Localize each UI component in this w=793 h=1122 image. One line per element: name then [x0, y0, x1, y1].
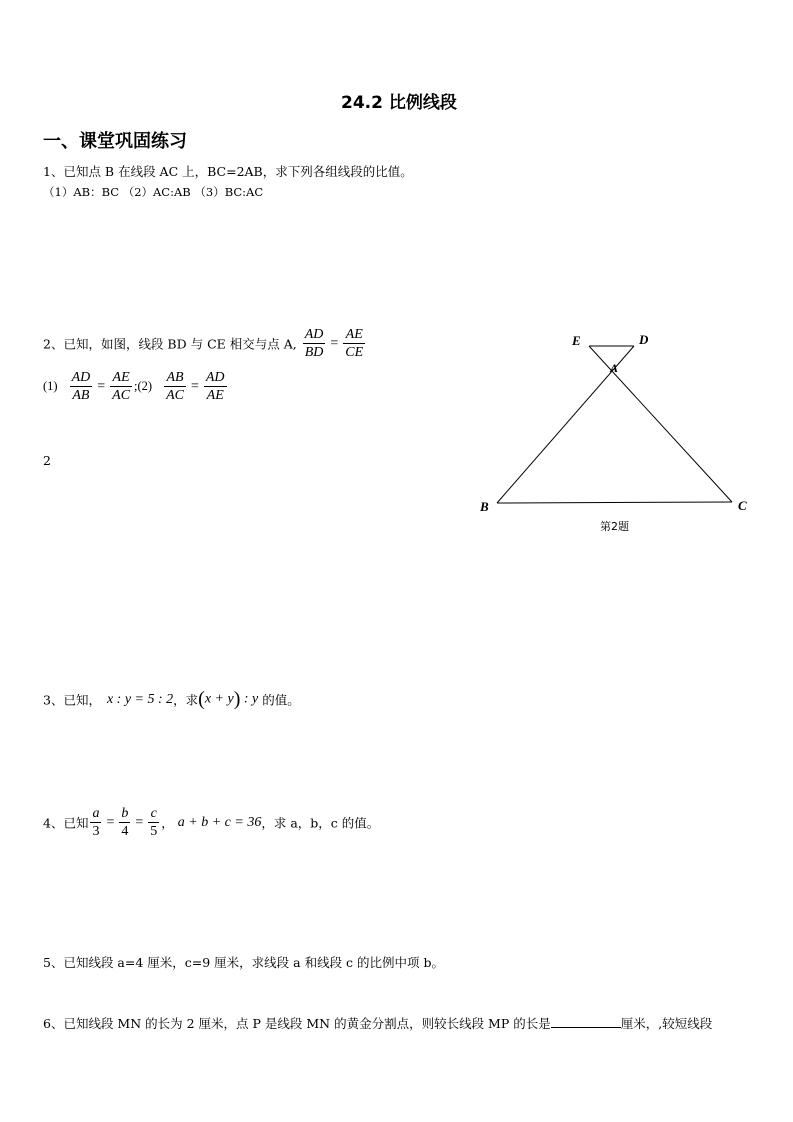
label-a: A: [610, 361, 619, 375]
question-6-text-before: 6、已知线段 MN 的长为 2 厘米，点 P 是线段 MN 的黄金分割点，则较长线段 MP 的长是: [43, 1016, 551, 1031]
fraction-ad-ae: [204, 369, 227, 404]
part-1-label: (1): [43, 379, 58, 393]
part-separator: ;(2): [134, 379, 153, 393]
question-1-parts: （1）AB：BC （2）AC:AB （3）BC:AC: [43, 185, 264, 199]
figure-caption: 第2题: [600, 520, 629, 533]
question-5-text: 5、已知线段 a=4 厘米，c=9 厘米，求线段 a 和线段 c 的比例中项 b。: [43, 955, 445, 970]
equals-sign: =: [106, 814, 115, 830]
answer-blank[interactable]: [551, 1014, 621, 1028]
fraction-numerator: AD: [71, 370, 91, 385]
fraction-ab-ac: [164, 369, 186, 404]
fraction-numerator: a: [92, 806, 100, 821]
fraction-denominator: AE: [206, 388, 224, 403]
fraction-denominator: CE: [345, 345, 364, 360]
fraction-ae-ac: [110, 369, 132, 404]
segment-bc: [497, 502, 732, 503]
triangle-figure: [470, 328, 760, 540]
fraction-c-5: [148, 805, 159, 840]
equals-sign: =: [135, 814, 144, 830]
equals-sign: =: [97, 378, 106, 394]
fraction-ae-ce: [343, 326, 365, 361]
fraction-ad-bd: [303, 326, 326, 361]
fraction-numerator: c: [148, 805, 159, 823]
section-heading: 一、课堂巩固练习: [43, 131, 187, 152]
left-paren: (: [198, 688, 205, 710]
question-3-prefix: 3、已知，: [43, 692, 101, 708]
fraction-denominator: 5: [150, 824, 158, 839]
sum-expression: x + y: [204, 691, 234, 707]
fraction-denominator: BD: [304, 345, 324, 360]
question-6-text-after: 厘米，,较短线段: [620, 1016, 713, 1031]
right-paren: ): [233, 688, 241, 710]
question-3: [43, 688, 300, 711]
fraction-b-4: [119, 805, 130, 840]
comma: ，: [161, 815, 174, 831]
question-4: [43, 805, 379, 840]
label-e: E: [572, 333, 581, 348]
fraction-denominator: 4: [121, 824, 129, 839]
ratio-tail: : y: [240, 691, 259, 707]
question-2: [43, 326, 367, 361]
fraction-denominator: AC: [166, 388, 184, 403]
fraction-a-3: [90, 805, 101, 840]
fraction-numerator: AE: [343, 326, 365, 344]
fraction-numerator: AB: [164, 369, 186, 387]
fraction-numerator: b: [121, 806, 129, 821]
fraction-denominator: 3: [92, 824, 100, 839]
fraction-numerator: AE: [110, 369, 132, 387]
question-3-suffix: 的值。: [258, 692, 300, 708]
fraction-denominator: AB: [72, 388, 90, 403]
stray-number: 2: [43, 453, 51, 468]
label-d: D: [639, 332, 649, 347]
question-2-text: 2、已知，如图，线段 BD 与 CE 相交与点 A,: [43, 336, 297, 352]
label-b: B: [480, 499, 489, 514]
question-2-parts: [43, 369, 229, 404]
question-3-mid: ，求: [173, 692, 199, 708]
equals-sign: =: [190, 378, 199, 394]
ratio-expression: x : y = 5 : 2: [106, 691, 174, 707]
question-4-suffix: ，求 a，b，c 的值。: [261, 815, 380, 831]
fraction-numerator: AD: [205, 370, 225, 385]
question-4-prefix: 4、已知: [43, 815, 89, 831]
fraction-ad-ab: [70, 369, 93, 404]
equals-sign: =: [330, 335, 339, 351]
fraction-numerator: AD: [304, 327, 324, 342]
question-1-text: 1、已知点 B 在线段 AC 上，BC=2AB，求下列各组线段的比值。: [43, 164, 413, 179]
page-title: 24.2 比例线段: [341, 93, 457, 113]
question-6: [43, 1014, 712, 1032]
sum-equation: a + b + c = 36: [177, 814, 262, 830]
fraction-denominator: AC: [112, 388, 131, 403]
label-c: C: [738, 498, 747, 513]
